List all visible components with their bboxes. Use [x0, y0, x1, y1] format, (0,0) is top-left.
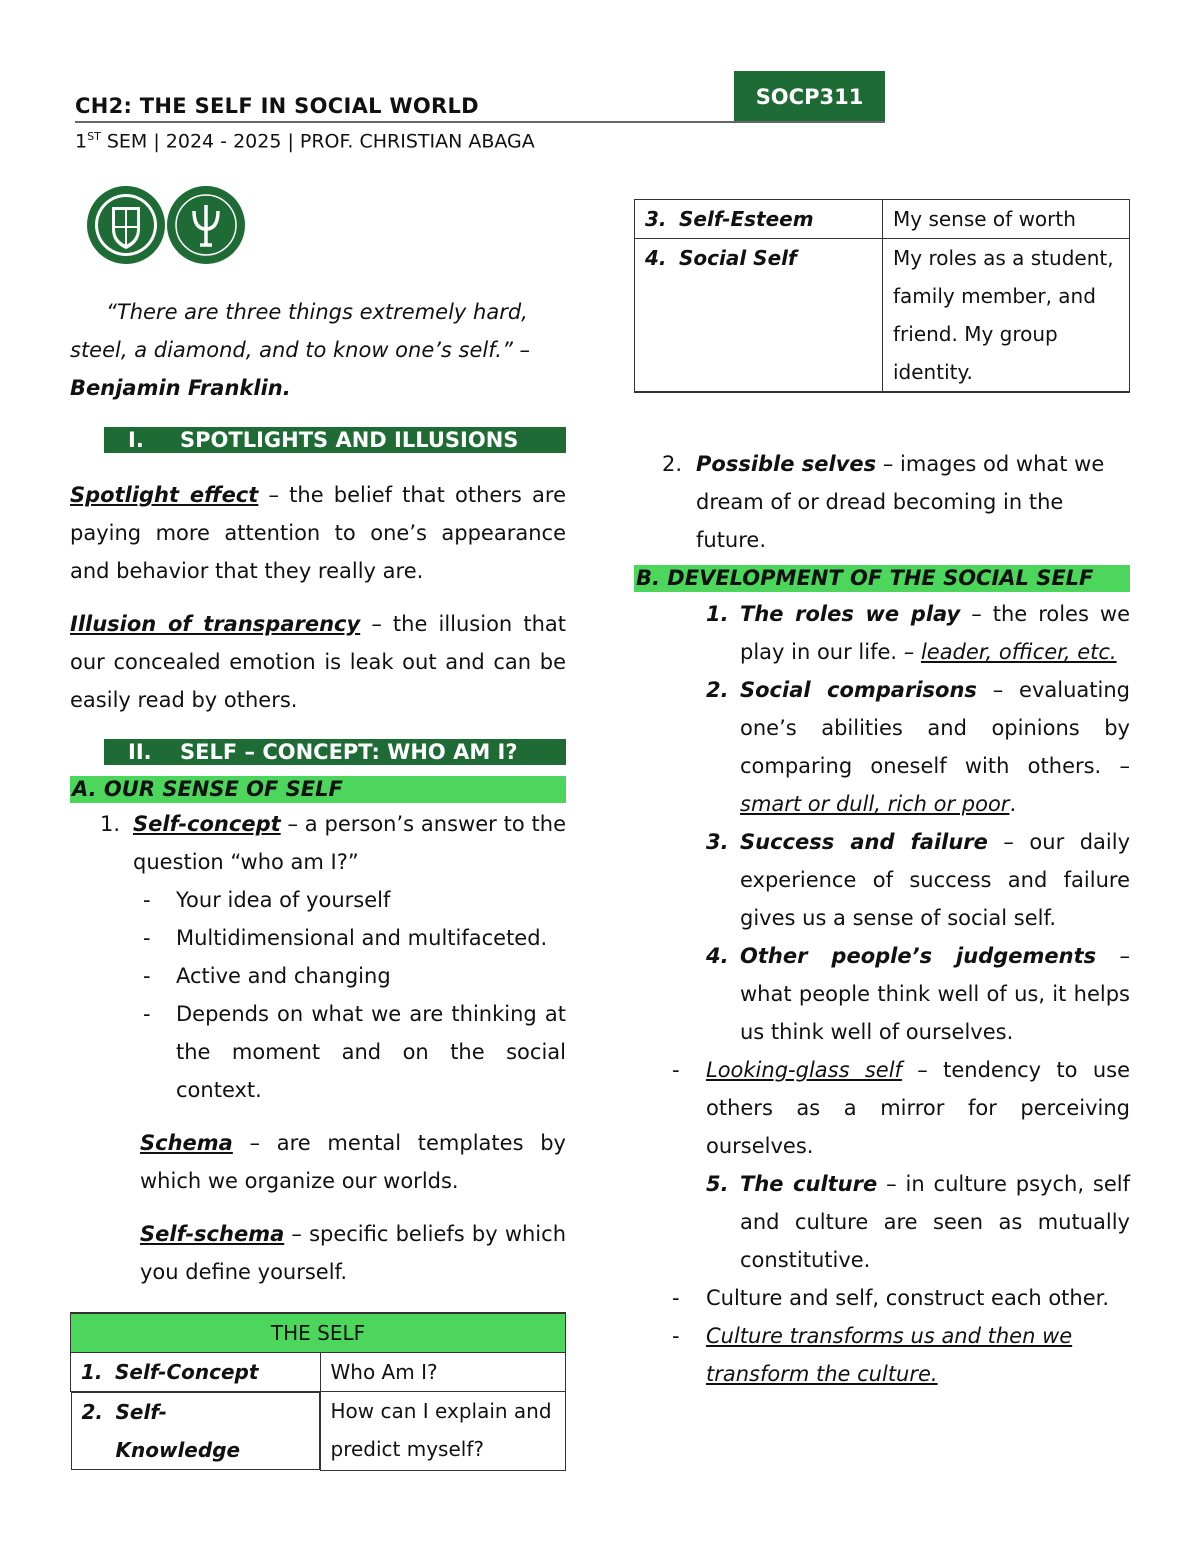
item-number: 4.: [706, 944, 729, 968]
item-number: 3.: [706, 830, 729, 854]
def-text: – images od what we dream of or dread becoming in the future.: [696, 452, 1105, 552]
section-number: II.: [128, 740, 152, 764]
self-table-part1: [70, 1312, 566, 1471]
university-seal-icon: [86, 183, 166, 267]
def-text: – are mental templates by which we organize our worlds.: [140, 1131, 566, 1193]
row-number: 4.: [645, 246, 667, 270]
row-desc: My sense of worth: [883, 200, 1130, 239]
page-title: CH2: THE SELF IN SOCIAL WORLD: [75, 94, 479, 118]
bullet-item: - Looking-glass self – tendency to use others as a mirror for perceiving ourselves.: [672, 1058, 1131, 1158]
bullet-item: - Multidimensional and multifaceted.: [70, 919, 566, 957]
table-row: [635, 239, 1130, 393]
subheading-development-social-self: B. DEVELOPMENT OF THE SOCIAL SELF: [634, 565, 1130, 592]
term-looking-glass: Looking-glass self: [706, 1058, 902, 1082]
table-row: [71, 1353, 566, 1392]
definition-self-schema: [70, 1215, 566, 1291]
row-name: Self- Knowledge: [115, 1400, 241, 1462]
list-item-social-comparisons: [634, 671, 1130, 823]
term-possible-selves: Possible selves: [696, 452, 877, 476]
def-text: – specific beliefs by which you define yourself.: [140, 1222, 566, 1284]
bullet-text: Multidimensional and multifaceted.: [176, 926, 548, 950]
list-item-success-failure: [634, 823, 1130, 937]
row-desc: Who Am I?: [320, 1353, 566, 1392]
row-name: Self-Concept: [115, 1360, 259, 1384]
psychology-psi-icon: [166, 183, 246, 267]
bullet-text: Culture and self, construct each other.: [706, 1286, 1110, 1310]
table-header: THE SELF: [71, 1313, 566, 1353]
row-name: Social Self: [679, 246, 797, 270]
term-success-failure: Success and failure: [740, 830, 988, 854]
definition-schema: [70, 1124, 566, 1200]
list-item-roles: [634, 595, 1130, 671]
def-text: – a person’s answer to the question “who am I?”: [133, 812, 566, 874]
table-header-row: [71, 1313, 566, 1353]
subheading-sense-of-self: A. OUR SENSE OF SELF: [70, 776, 566, 803]
bullet-item: - Your idea of yourself: [70, 881, 566, 919]
header-divider: [75, 121, 885, 123]
item-number: 5.: [706, 1172, 729, 1196]
term-self-concept: Self-concept: [133, 812, 281, 836]
def-text: – our daily experience of success and failure gives us a sense of social self.: [740, 830, 1130, 930]
term-culture: The culture: [740, 1172, 878, 1196]
def-text: – in culture psych, self and culture are seen as mutually constitutive.: [740, 1172, 1130, 1272]
def-text: – evaluating one’s abilities and opinions by comparing oneself with others. –: [740, 678, 1130, 778]
term-schema: Schema: [140, 1131, 233, 1155]
quote-text: “There are three things extremely hard, steel, a diamond, and to know one’s self.” –: [70, 300, 531, 362]
list-item-self-concept: [70, 805, 566, 881]
item-number: 2.: [706, 678, 729, 702]
bullet-text: Active and changing: [176, 964, 391, 988]
table-row: [635, 200, 1130, 239]
term-self-schema: Self-schema: [140, 1222, 285, 1246]
item-number: 1.: [706, 602, 729, 626]
bullet-item: - Active and changing: [70, 957, 566, 995]
section-heading-spotlights: [104, 427, 566, 453]
right-column: [634, 445, 1130, 1393]
left-column: [70, 293, 566, 1291]
row-number: 3.: [645, 207, 667, 231]
quote-author: Benjamin Franklin.: [70, 376, 291, 400]
section-number: I.: [128, 428, 144, 452]
term-roles: The roles we play: [740, 602, 961, 626]
end-text: .: [1009, 792, 1017, 816]
example-text: leader, officer, etc.: [920, 640, 1117, 664]
table-row: [71, 1392, 566, 1471]
list-item-culture: [634, 1165, 1130, 1279]
definition-spotlight: [70, 476, 566, 590]
subtitle: [75, 130, 535, 152]
bullet-item: - Culture transforms us and then we transform the culture.: [634, 1317, 1130, 1393]
bullet-item: - Culture and self, construct each other.: [634, 1279, 1130, 1317]
bullet-item: - Depends on what we are thinking at the moment and on the social context.: [70, 995, 566, 1109]
section-title: SELF – CONCEPT: WHO AM I?: [180, 740, 518, 764]
list-item-possible-selves: [634, 445, 1130, 559]
definition-illusion: [70, 605, 566, 719]
term-illusion-transparency: Illusion of transparency: [70, 612, 361, 636]
bullet-text: Culture transforms us and then we transform the culture.: [706, 1324, 1073, 1386]
def-text: – the illusion that our concealed emotion is leak out and can be easily read by others.: [70, 612, 566, 712]
section-title: SPOTLIGHTS AND ILLUSIONS: [180, 428, 519, 452]
self-table-part2: [634, 199, 1130, 393]
section-heading-self-concept: [104, 739, 566, 765]
example-text: smart or dull, rich or poor: [740, 792, 1010, 816]
term-spotlight-effect: Spotlight effect: [70, 483, 259, 507]
term-social-comparisons: Social comparisons: [740, 678, 977, 702]
subtitle-rest: SEM | 2024 - 2025 | PROF. CHRISTIAN ABAGA: [100, 130, 535, 153]
list-item-judgements: [634, 937, 1130, 1051]
item-number: 1.: [100, 812, 121, 836]
def-text: – the roles we play in our life. –: [740, 602, 1130, 664]
subtitle-prefix: 1: [75, 130, 88, 153]
row-desc: My roles as a student, family member, and friend. My group identity.: [883, 239, 1130, 393]
def-text: – tendency to use others as a mirror for perceiving ourselves.: [706, 1058, 1131, 1158]
bullet-text: Depends on what we are thinking at the moment and on the social context.: [176, 1002, 566, 1102]
subtitle-sup: ST: [87, 130, 101, 143]
row-number: 1.: [81, 1360, 103, 1384]
course-code-badge: SOCP311: [734, 71, 885, 122]
row-name: Self-Esteem: [679, 207, 814, 231]
bullet-text: Your idea of yourself: [176, 888, 391, 912]
def-text: – what people think well of us, it helps us think well of ourselves.: [740, 944, 1130, 1044]
term-judgements: Other people’s judgements: [740, 944, 1097, 968]
row-number: 2.: [81, 1400, 104, 1424]
item-number: 2.: [662, 452, 683, 476]
row-desc: How can I explain and predict myself?: [320, 1392, 566, 1471]
def-text: – the belief that others are paying more attention to one’s appearance and behavior that they really are.: [70, 483, 566, 583]
